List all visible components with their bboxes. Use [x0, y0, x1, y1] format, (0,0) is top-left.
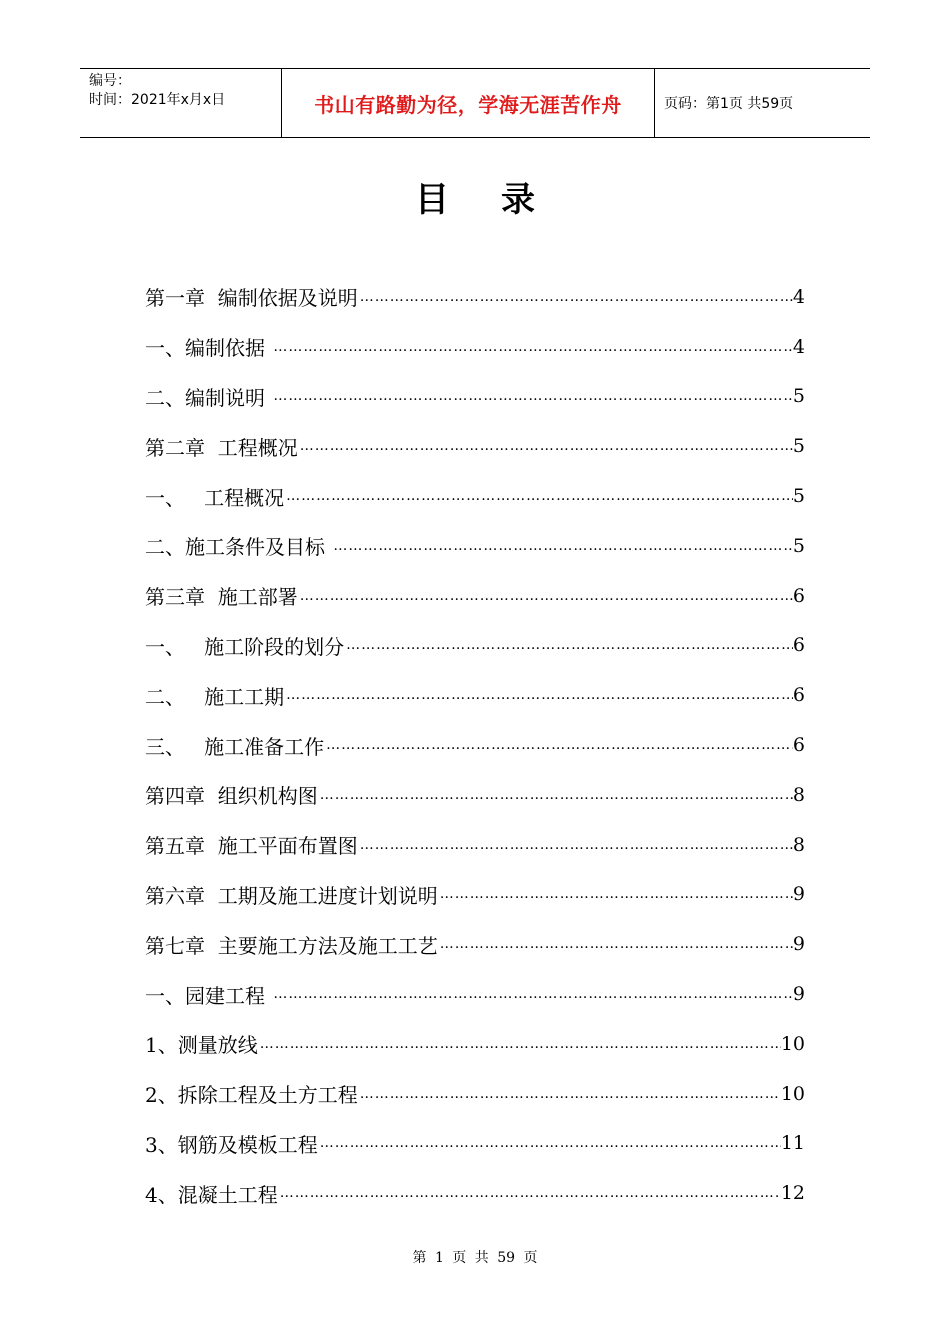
toc-entry[interactable]: [145, 969, 805, 1019]
toc-entry-title: 二、编制说明: [145, 385, 272, 410]
toc-entry-title: 4、混凝土工程: [145, 1182, 278, 1207]
toc-entry-title: 一、编制依据: [145, 336, 272, 361]
toc-page-number: 10: [780, 1032, 805, 1055]
toc-entry-title: 二、 施工工期: [145, 684, 285, 709]
toc-leader-dots: [300, 436, 793, 456]
toc-leader-dots: [320, 1133, 781, 1153]
toc-entry-title: 二、施工条件及目标: [145, 535, 332, 560]
toc-entry[interactable]: [145, 1019, 805, 1069]
toc-page-number: 9: [792, 883, 805, 906]
toc-page-number: 6: [792, 634, 805, 657]
toc-leader-dots: [273, 984, 793, 1004]
toc-entry-title: 第六章 工期及施工进度计划说明: [145, 883, 438, 908]
toc-entry[interactable]: [145, 1168, 805, 1218]
toc-entry-title: 三、 施工准备工作: [145, 734, 325, 759]
toc-leader-dots: [286, 486, 793, 506]
toc-page-number: 8: [792, 833, 805, 856]
toc-entry[interactable]: [145, 870, 805, 920]
page-footer: 第 1 页 共 59 页: [412, 1250, 538, 1266]
toc-leader-dots: [286, 685, 793, 705]
toc-leader-dots: [440, 934, 793, 954]
toc-entry-title: 一、 工程概况: [145, 485, 285, 510]
toc-leader-dots: [360, 287, 793, 307]
toc-leader-dots: [440, 884, 793, 904]
toc-leader-dots: [300, 586, 793, 606]
toc-leader-dots: [273, 337, 793, 357]
toc-entry[interactable]: [145, 820, 805, 870]
toc-leader-dots: [360, 835, 793, 855]
toc-entry[interactable]: [145, 372, 805, 422]
toc-page-number: 6: [792, 684, 805, 707]
toc-page-number: 9: [792, 933, 805, 956]
toc-entry[interactable]: [145, 1069, 805, 1119]
page-header: [80, 68, 870, 138]
toc-entry-title: 第五章 施工平面布置图: [145, 834, 358, 859]
toc-leader-dots: [360, 1084, 781, 1104]
toc-page-number: 12: [780, 1182, 805, 1205]
toc-entry-title: 第二章 工程概况: [145, 435, 298, 460]
toc-entry-title: 第一章 编制依据及说明: [145, 286, 358, 311]
toc-leader-dots: [320, 785, 793, 805]
toc-entry-title: 3、钢筋及模板工程: [145, 1132, 318, 1157]
toc-entry-title: 第三章 施工部署: [145, 585, 298, 610]
toc-entry-title: 第七章 主要施工方法及施工工艺: [145, 933, 438, 958]
toc-leader-dots: [326, 735, 793, 755]
toc-page-number: 5: [792, 435, 805, 458]
table-of-contents: [145, 272, 805, 1218]
toc-entry[interactable]: [145, 1119, 805, 1169]
header-page-info: 页码：第1页 共59页: [664, 96, 794, 112]
toc-entry[interactable]: [145, 471, 805, 521]
toc-page-number: 5: [792, 385, 805, 408]
toc-entry[interactable]: [145, 272, 805, 322]
toc-leader-dots: [333, 536, 793, 556]
toc-page-number: 10: [780, 1082, 805, 1105]
toc-leader-dots: [260, 1034, 781, 1054]
toc-entry[interactable]: [145, 621, 805, 671]
toc-entry-title: 1、测量放线: [145, 1033, 258, 1058]
header-motto: 书山有路勤为径，学海无涯苦作舟: [314, 92, 622, 117]
toc-entry[interactable]: [145, 720, 805, 770]
toc-page-number: 4: [792, 285, 805, 308]
toc-entry[interactable]: [145, 670, 805, 720]
header-meta: [80, 69, 282, 137]
toc-entry[interactable]: [145, 770, 805, 820]
toc-entry[interactable]: [145, 521, 805, 571]
toc-entry-title: 2、拆除工程及土方工程: [145, 1083, 358, 1108]
toc-entry[interactable]: [145, 421, 805, 471]
toc-leader-dots: [273, 386, 793, 406]
toc-page-number: 8: [792, 783, 805, 806]
toc-leader-dots: [346, 635, 793, 655]
page-title: 目录: [415, 180, 587, 220]
toc-page-number: 9: [792, 983, 805, 1006]
toc-entry-title: 第四章 组织机构图: [145, 784, 318, 809]
toc-page-number: 4: [792, 335, 805, 358]
toc-page-number: 6: [792, 734, 805, 757]
header-motto-cell: [282, 69, 655, 137]
toc-leader-dots: [280, 1183, 781, 1203]
toc-page-number: 5: [792, 534, 805, 557]
toc-entry-title: 一、 施工阶段的划分: [145, 634, 345, 659]
toc-page-number: 6: [792, 584, 805, 607]
document-number-label: 编号：: [89, 73, 131, 89]
toc-page-number: 11: [780, 1132, 805, 1155]
toc-entry[interactable]: [145, 919, 805, 969]
toc-entry[interactable]: [145, 571, 805, 621]
toc-page-number: 5: [792, 485, 805, 508]
toc-entry[interactable]: [145, 322, 805, 372]
toc-entry-title: 一、园建工程: [145, 983, 272, 1008]
document-date: 时间：2021年x月x日: [89, 92, 226, 108]
